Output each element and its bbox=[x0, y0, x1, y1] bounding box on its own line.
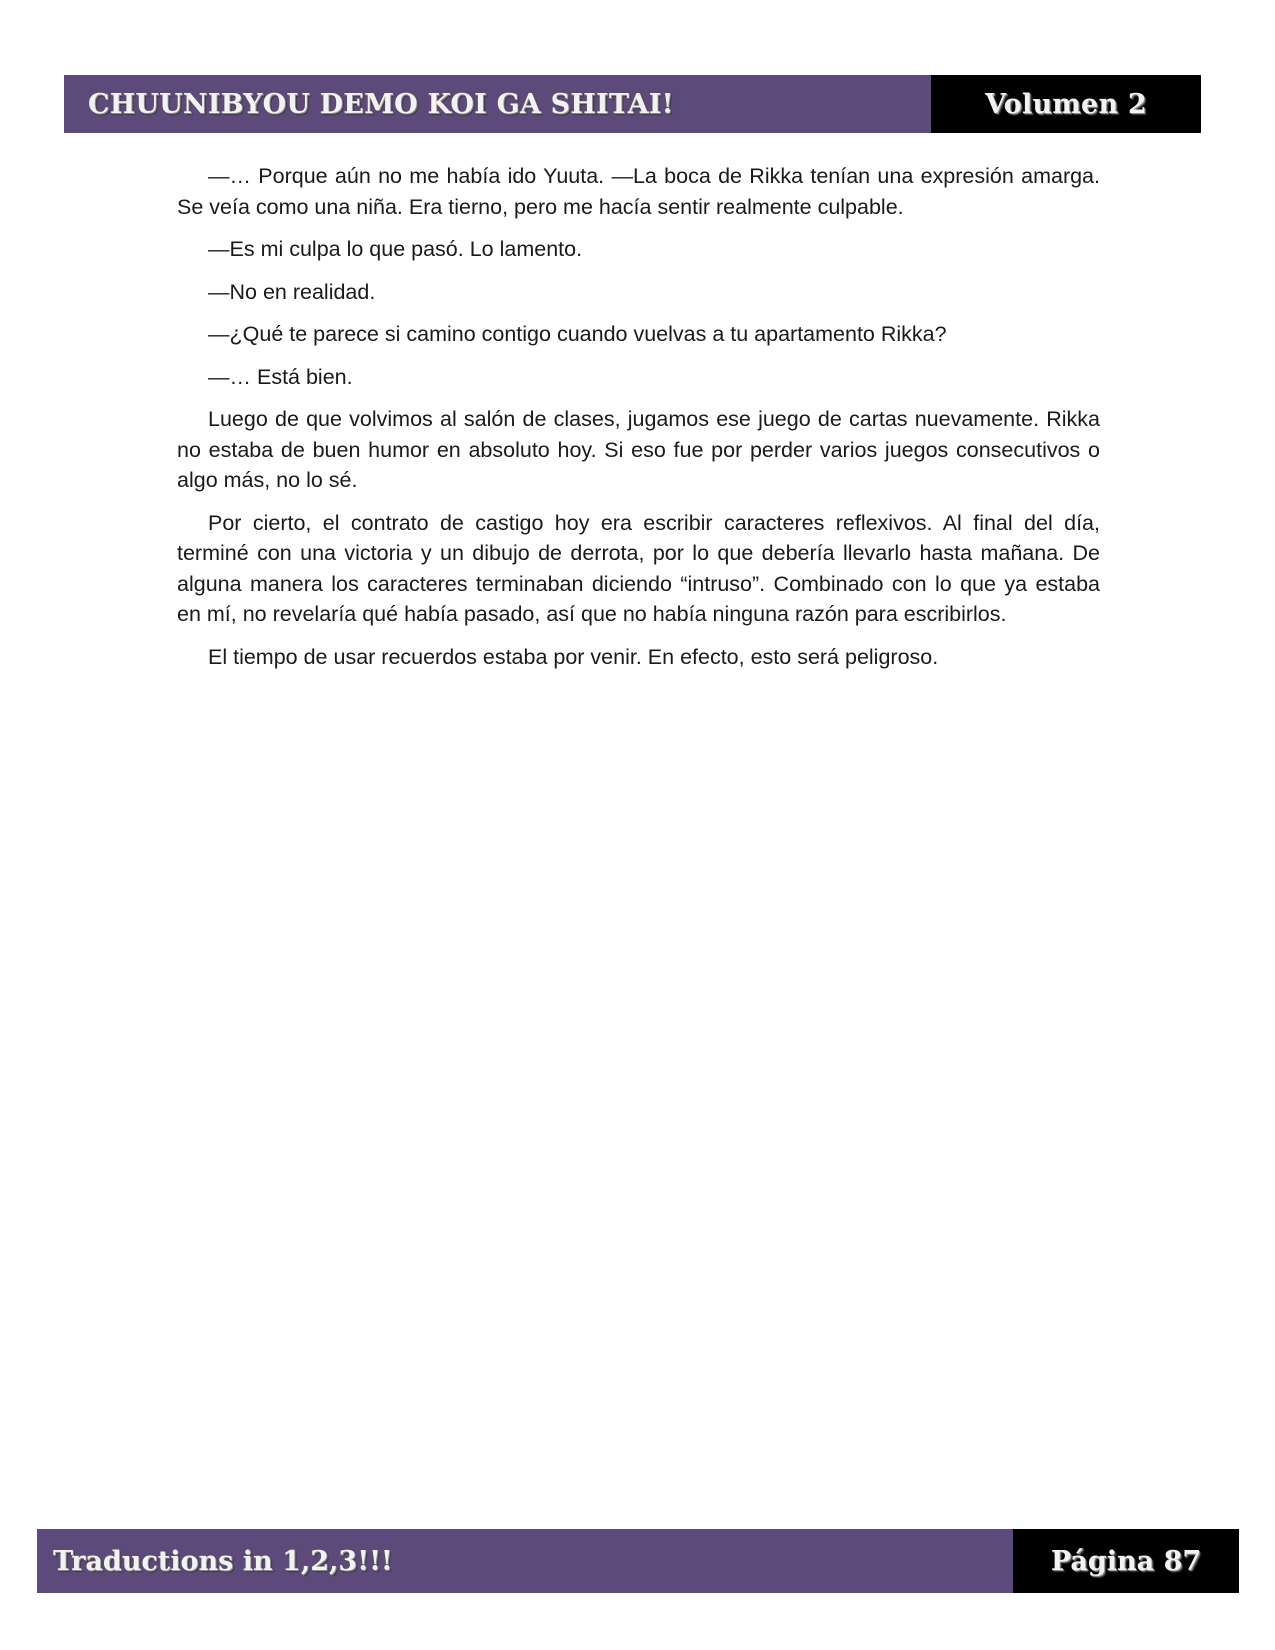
footer-credit-band bbox=[37, 1529, 1013, 1593]
page-number: Página 87 bbox=[1050, 1545, 1202, 1577]
header-volume-band bbox=[931, 75, 1201, 133]
paragraph: El tiempo de usar recuerdos estaba por venir. En efecto, esto será peligroso. bbox=[208, 644, 939, 669]
page-body bbox=[177, 161, 1100, 684]
footer-page-band bbox=[1013, 1529, 1239, 1593]
paragraph: —… Porque aún no me había ido Yuuta. —La boca de Rikka tenían una expresión amarga. Se veía como una niña. Era tierno, pero me hacía sentir realmente culpable. bbox=[177, 164, 1100, 219]
book-title: CHUUNIBYOU DEMO KOI GA SHITAI! bbox=[88, 88, 674, 120]
paragraph: —… Está bien. bbox=[208, 364, 353, 389]
translator-credit: Traductions in 1,2,3!!! bbox=[53, 1545, 393, 1577]
paragraph: —Es mi culpa lo que pasó. Lo lamento. bbox=[208, 237, 583, 261]
header-title-band bbox=[64, 75, 931, 133]
paragraph: Luego de que volvimos al salón de clases, jugamos ese juego de cartas nuevamente. Rikka no estaba de buen humor en absoluto hoy. Si eso fue por perder varios juegos consecutivos o algo más, no lo sé. bbox=[177, 407, 1100, 492]
paragraph: —No en realidad. bbox=[208, 279, 376, 304]
volume-label: Volumen 2 bbox=[985, 88, 1147, 120]
paragraph: —¿Qué te parece si camino contigo cuando vuelvas a tu apartamento Rikka? bbox=[208, 322, 947, 346]
page-footer bbox=[37, 1529, 1239, 1593]
paragraph: Por cierto, el contrato de castigo hoy era escribir caracteres reflexivos. Al final del día, terminé con una victoria y un dibujo de derrota, por lo que debería llevarlo hasta mañana. De alguna manera los caracteres terminaban diciendo “intruso”. Combinado con lo que ya estaba en mí, no revelaría qué había pasado, así que no había ninguna razón para escribirlos. bbox=[177, 510, 1100, 626]
page-header bbox=[64, 75, 1201, 133]
